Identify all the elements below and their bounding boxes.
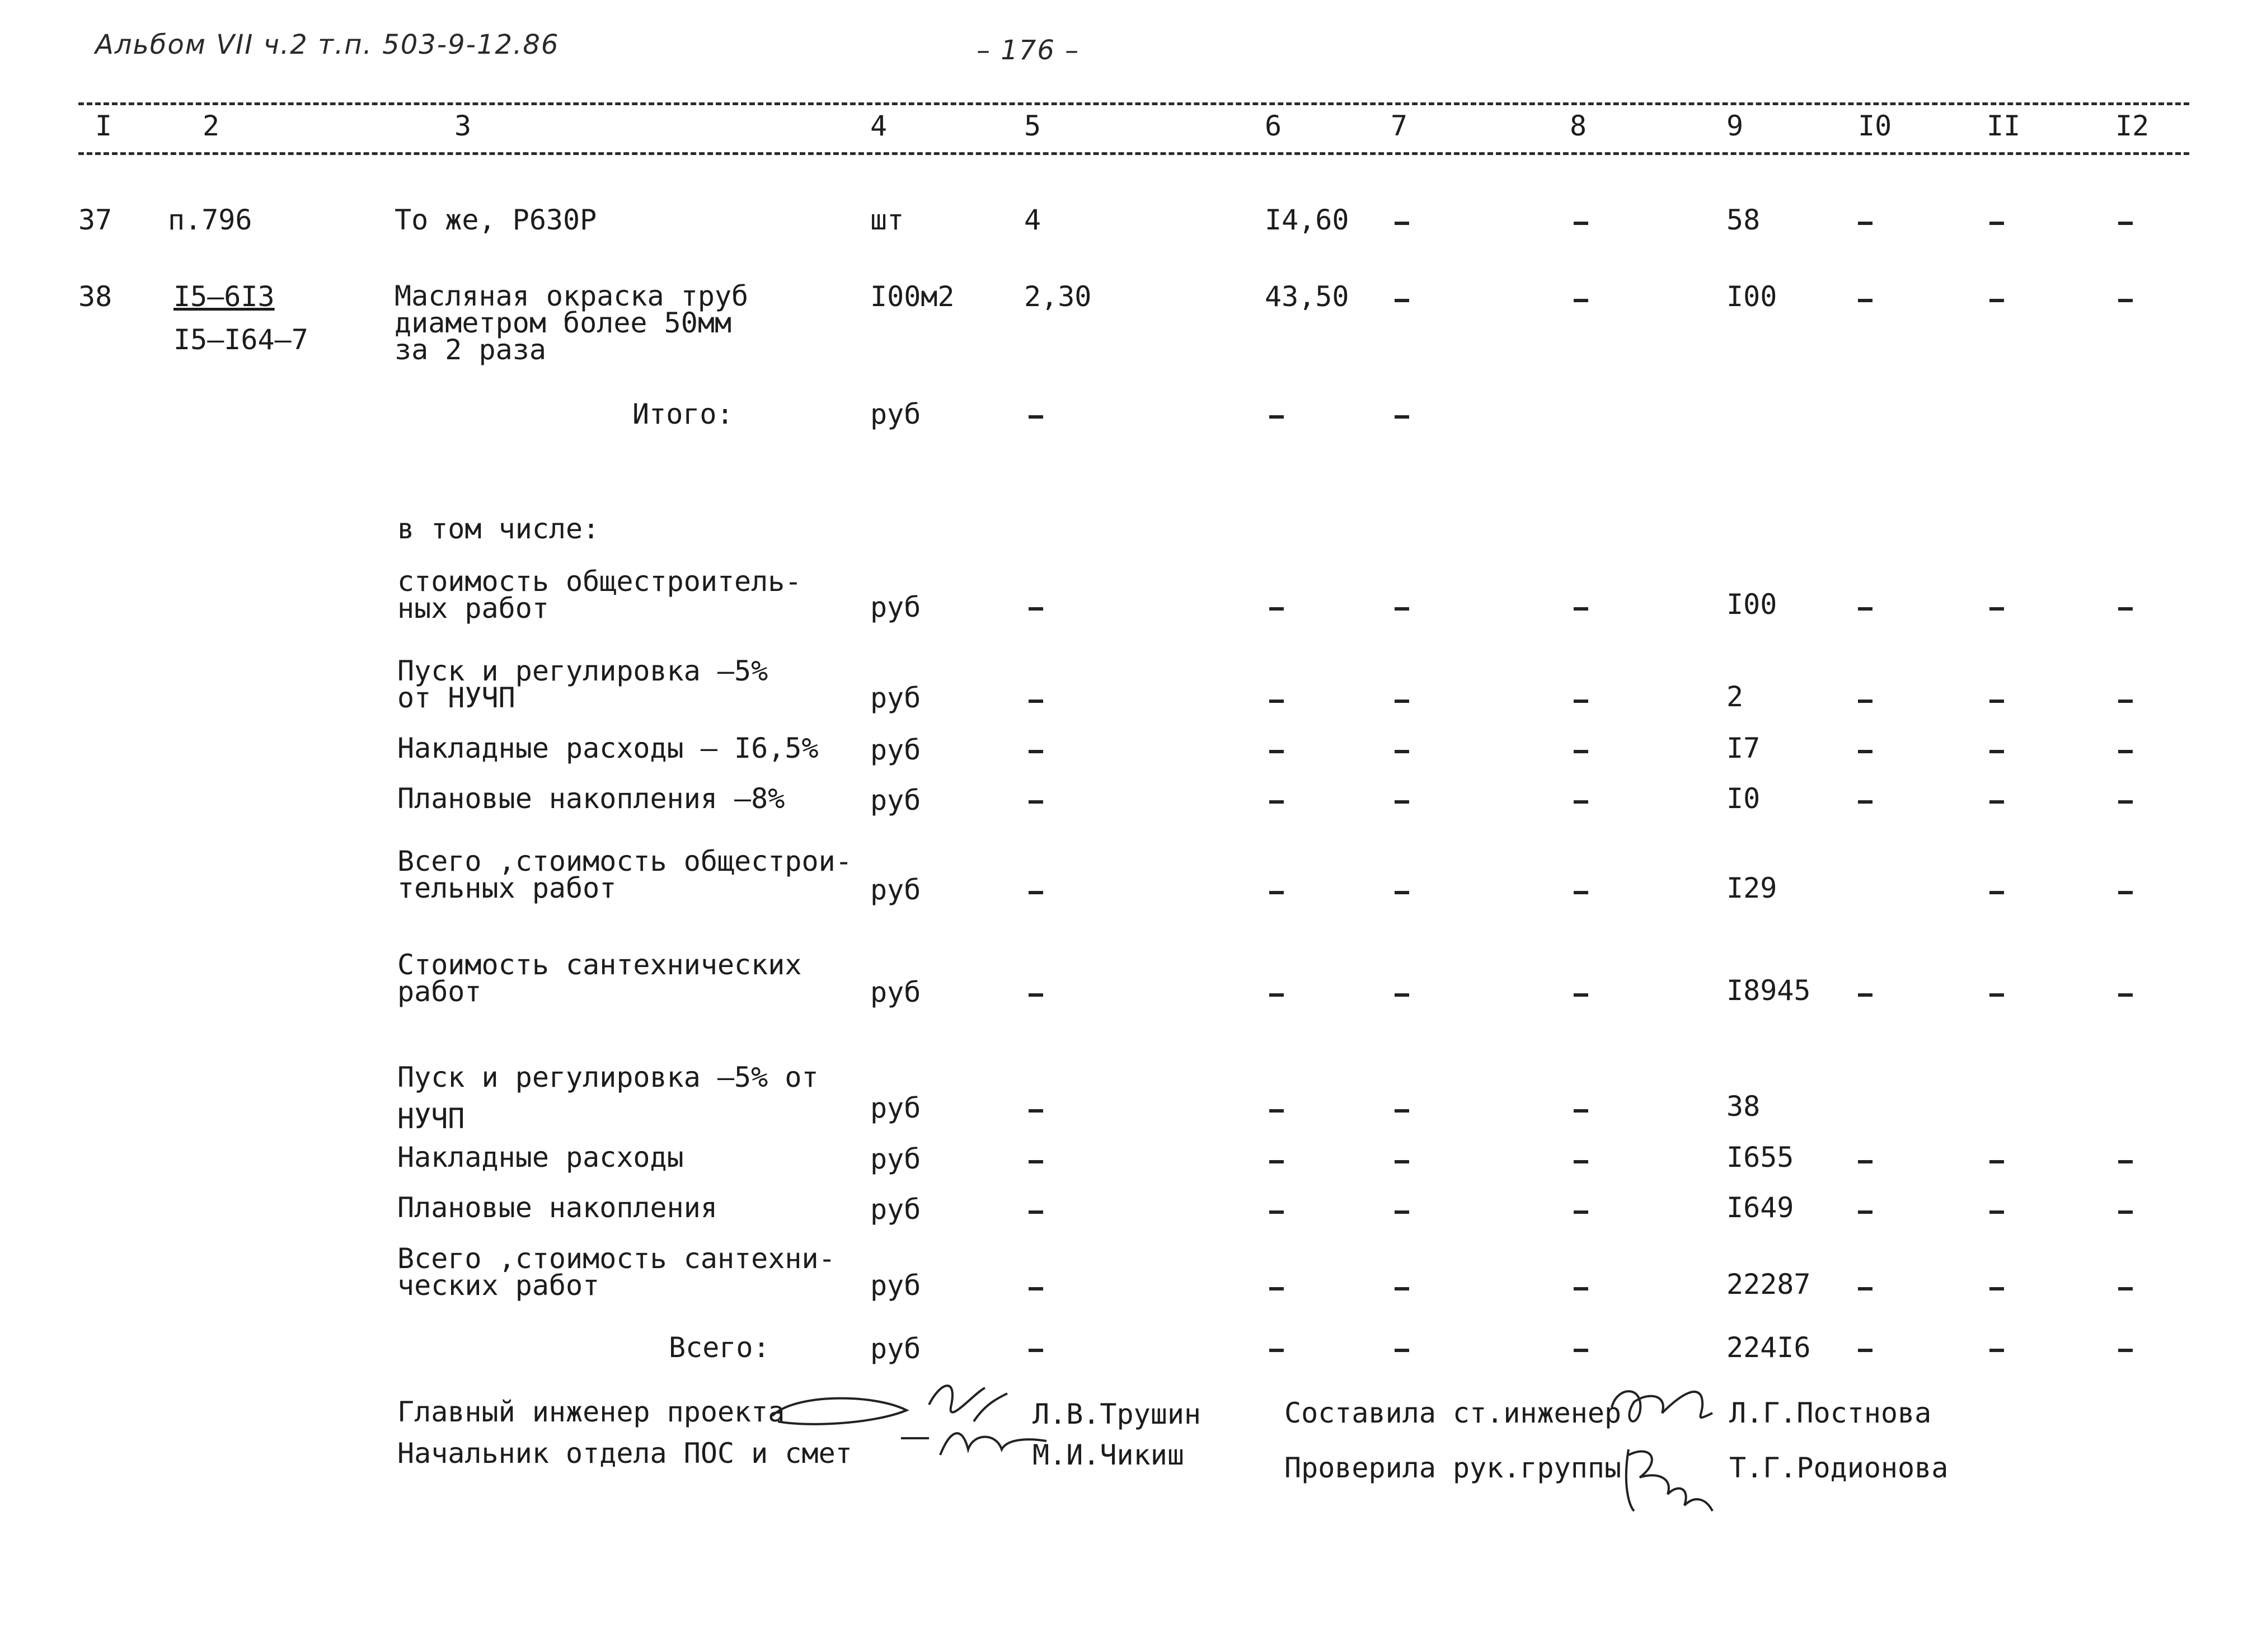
empty-cell-dash — [1029, 700, 1043, 703]
chief-engineer-name: Л.В.Трушин — [1033, 1398, 1202, 1430]
empty-cell-dash — [1858, 1287, 1872, 1290]
signature-trushin — [761, 1371, 1052, 1472]
col-header-10: I0 — [1858, 110, 1892, 142]
summary-value: I7 — [1726, 732, 1761, 764]
empty-cell-dash — [2118, 750, 2133, 753]
summary-value: I8945 — [1726, 974, 1811, 1007]
grand-total-value: 224I6 — [1726, 1331, 1811, 1364]
col-header-8: 8 — [1570, 110, 1587, 142]
summary-label: Стоимость сантехнических работ — [397, 949, 802, 1008]
subtotal-heading: в том числе: — [397, 513, 600, 545]
row-37-quantity: 4 — [1024, 204, 1041, 236]
empty-cell-dash — [1395, 1109, 1409, 1113]
empty-cell-dash — [1029, 1287, 1043, 1290]
signature-rodionova — [1612, 1438, 1735, 1528]
empty-cell-dash — [1269, 891, 1284, 894]
col-header-2: 2 — [203, 110, 220, 142]
row-37-description: То же, Р630Р — [395, 204, 597, 236]
empty-cell-dash — [1574, 750, 1588, 753]
itogo-label: Итого: — [632, 398, 734, 430]
col-header-5: 5 — [1024, 110, 1041, 142]
itogo-col7-dash — [1395, 415, 1409, 419]
empty-cell-dash — [1574, 1349, 1588, 1352]
empty-cell-dash — [1269, 1109, 1284, 1113]
empty-cell-dash — [1858, 800, 1872, 804]
header-top-rule — [78, 102, 2189, 105]
itogo-unit: руб — [870, 398, 921, 430]
row-37-unit: шт — [870, 204, 904, 236]
grand-total-label: Всего: — [669, 1331, 770, 1364]
row-38-description: Масляная окраска труб диаметром более 50мм за 2 раза — [395, 280, 749, 366]
empty-cell-dash — [1989, 700, 2004, 703]
empty-cell-dash — [2118, 1287, 2133, 1290]
empty-cell-dash — [1269, 1349, 1284, 1352]
empty-cell-dash — [1029, 1210, 1043, 1214]
summary-value: I00 — [1726, 588, 1777, 621]
empty-cell-dash — [1574, 1160, 1588, 1163]
empty-cell-dash — [1989, 1287, 2004, 1290]
empty-cell-dash — [1858, 700, 1872, 703]
row-37-code: п.796 — [168, 204, 252, 236]
row-37-col12-dash — [2118, 222, 2133, 225]
empty-cell-dash — [1395, 750, 1409, 753]
empty-cell-dash — [1989, 800, 2004, 804]
summary-label: Накладные расходы – I6,5% — [397, 732, 819, 764]
empty-cell-dash — [1269, 1210, 1284, 1214]
dept-head-name: М.И.Чикиш — [1033, 1439, 1184, 1471]
empty-cell-dash — [1858, 1160, 1872, 1163]
empty-cell-dash — [2118, 700, 2133, 703]
empty-cell-dash — [1574, 700, 1588, 703]
empty-cell-dash — [1574, 607, 1588, 611]
empty-cell-dash — [2118, 1349, 2133, 1352]
empty-cell-dash — [1395, 700, 1409, 703]
row-37-col11-dash — [1989, 222, 2004, 225]
empty-cell-dash — [1989, 993, 2004, 997]
summary-label: Плановые накопления –8% — [397, 782, 785, 815]
compiled-by-role: Составила ст.инженер — [1284, 1397, 1622, 1429]
row-37-col7-dash — [1395, 222, 1409, 225]
summary-value: I29 — [1726, 872, 1777, 904]
empty-cell-dash — [1269, 800, 1284, 804]
summary-value: 38 — [1726, 1090, 1761, 1123]
summary-value: I655 — [1726, 1141, 1794, 1174]
empty-cell-dash — [1395, 800, 1409, 804]
empty-cell-dash — [2118, 1160, 2133, 1163]
summary-unit: руб — [870, 1092, 921, 1124]
empty-cell-dash — [1858, 1349, 1872, 1352]
empty-cell-dash — [1029, 891, 1043, 894]
itogo-col5-dash — [1029, 415, 1043, 419]
summary-unit: руб — [870, 682, 921, 714]
empty-cell-dash — [1574, 1210, 1588, 1214]
row-37-col8-dash — [1574, 222, 1588, 225]
row-38-col7-dash — [1395, 299, 1409, 302]
row-38-col10-dash — [1858, 299, 1872, 302]
row-38-price: 43,50 — [1265, 280, 1349, 313]
row-38-code-secondary: I5–I64–7 — [173, 323, 308, 356]
row-38-code: I5–6I3 — [173, 280, 275, 313]
row-37-number: 37 — [78, 204, 112, 236]
empty-cell-dash — [1269, 750, 1284, 753]
empty-cell-dash — [1858, 750, 1872, 753]
row-37-col10-dash — [1858, 222, 1872, 225]
summary-unit: руб — [870, 1143, 921, 1175]
summary-label: Пуск и регулировка –5% от НУЧП — [397, 1061, 819, 1135]
empty-cell-dash — [1029, 1109, 1043, 1113]
summary-label: Плановые накопления — [397, 1191, 717, 1224]
empty-cell-dash — [1269, 700, 1284, 703]
empty-cell-dash — [1574, 1287, 1588, 1290]
row-37-price: I4,60 — [1265, 204, 1349, 236]
empty-cell-dash — [1395, 1349, 1409, 1352]
empty-cell-dash — [2118, 993, 2133, 997]
compiled-by-name: Л.Г.Постнова — [1729, 1397, 1932, 1429]
col-header-1: I — [95, 110, 112, 142]
summary-unit: руб — [870, 784, 921, 816]
empty-cell-dash — [1395, 1160, 1409, 1163]
summary-label: Всего ,стоимость сантехни- ческих работ — [397, 1242, 836, 1302]
empty-cell-dash — [1029, 750, 1043, 753]
checked-by-role: Проверила рук.группы — [1284, 1452, 1622, 1484]
empty-cell-dash — [1029, 1160, 1043, 1163]
album-reference: Альбом VII ч.2 т.п. 503-9-12.86 — [95, 29, 560, 60]
row-37-total: 58 — [1726, 204, 1761, 236]
summary-value: I649 — [1726, 1191, 1794, 1224]
empty-cell-dash — [1029, 800, 1043, 804]
summary-label: Накладные расходы — [397, 1141, 684, 1174]
col-header-9: 9 — [1726, 110, 1744, 142]
empty-cell-dash — [2118, 1210, 2133, 1214]
row-38-number: 38 — [78, 280, 112, 313]
empty-cell-dash — [1989, 1349, 2004, 1352]
row-38-col8-dash — [1574, 299, 1588, 302]
row-38-col12-dash — [2118, 299, 2133, 302]
empty-cell-dash — [2118, 891, 2133, 894]
col-header-6: 6 — [1265, 110, 1282, 142]
empty-cell-dash — [1574, 891, 1588, 894]
empty-cell-dash — [1574, 993, 1588, 997]
empty-cell-dash — [1395, 1287, 1409, 1290]
empty-cell-dash — [1269, 1287, 1284, 1290]
row-38-total: I00 — [1726, 280, 1777, 313]
empty-cell-dash — [1395, 607, 1409, 611]
empty-cell-dash — [1029, 607, 1043, 611]
empty-cell-dash — [1574, 800, 1588, 804]
empty-cell-dash — [1269, 993, 1284, 997]
summary-label: стоимость общестроитель- ных работ — [397, 565, 802, 625]
empty-cell-dash — [1858, 1210, 1872, 1214]
empty-cell-dash — [1989, 1210, 2004, 1214]
dept-head-role: Начальник отдела ПОС и смет — [397, 1437, 852, 1470]
empty-cell-dash — [2118, 800, 2133, 804]
grand-total-unit: руб — [870, 1332, 921, 1365]
col-header-7: 7 — [1391, 110, 1408, 142]
empty-cell-dash — [1029, 993, 1043, 997]
row-38-unit: I00м2 — [870, 280, 955, 313]
empty-cell-dash — [1574, 1109, 1588, 1113]
checked-by-name: Т.Г.Родионова — [1729, 1452, 1949, 1484]
empty-cell-dash — [1269, 607, 1284, 611]
empty-cell-dash — [1858, 607, 1872, 611]
empty-cell-dash — [1989, 1160, 2004, 1163]
summary-unit: руб — [870, 1269, 921, 1302]
empty-cell-dash — [1395, 891, 1409, 894]
summary-unit: руб — [870, 874, 921, 906]
row-38-quantity: 2,30 — [1024, 280, 1092, 313]
empty-cell-dash — [1029, 1349, 1043, 1352]
col-header-4: 4 — [870, 110, 888, 142]
col-header-11: II — [1987, 110, 2021, 142]
empty-cell-dash — [1989, 607, 2004, 611]
itogo-col6-dash — [1269, 415, 1284, 419]
header-bottom-rule — [78, 152, 2189, 155]
signature-postnova — [1601, 1374, 1724, 1435]
empty-cell-dash — [1269, 1160, 1284, 1163]
page-number: – 176 – — [977, 35, 1080, 66]
row-38-col11-dash — [1989, 299, 2004, 302]
summary-unit: руб — [870, 734, 921, 766]
empty-cell-dash — [1858, 993, 1872, 997]
empty-cell-dash — [2118, 607, 2133, 611]
summary-value: 2 — [1726, 680, 1744, 713]
col-header-12: I2 — [2115, 110, 2150, 142]
summary-unit: руб — [870, 591, 921, 623]
empty-cell-dash — [1395, 1210, 1409, 1214]
chief-engineer-role: Главный инженер проекта — [397, 1396, 785, 1428]
summary-value: 22287 — [1726, 1268, 1811, 1301]
summary-label: Всего ,стоимость общестрои- тельных работ — [397, 845, 852, 904]
col-header-3: 3 — [454, 110, 472, 142]
empty-cell-dash — [1989, 891, 2004, 894]
summary-unit: руб — [870, 976, 921, 1008]
summary-unit: руб — [870, 1193, 921, 1226]
summary-label: Пуск и регулировка –5% от НУЧП — [397, 655, 768, 714]
empty-cell-dash — [1395, 993, 1409, 997]
empty-cell-dash — [1989, 750, 2004, 753]
summary-value: I0 — [1726, 782, 1761, 815]
